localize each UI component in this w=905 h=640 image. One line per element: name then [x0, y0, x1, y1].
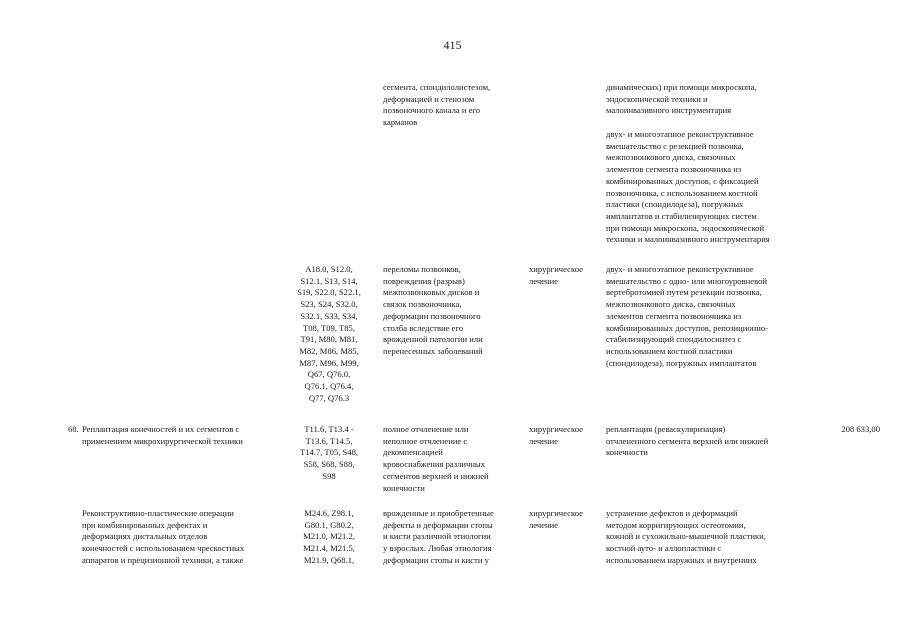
treatment-method-cell: динамических) при помощи микроскопа, эндоскопической техники и малоинвазивного инструментария	[606, 82, 757, 116]
patient-model-cell: полное отчленение или неполное отчленение с декомпенсацией кровоснабжения различных сегментов верхней и нижней конечности	[383, 424, 489, 493]
page-number: 415	[443, 38, 462, 52]
patient-model-cell: сегмента, спондилолистезом, деформацией и стенозом позвоночного канала и его карманов	[383, 82, 491, 128]
care-type-name-cell: Реплантация конечностей и их сегментов с применением микрохирургической техники	[82, 424, 243, 446]
diagnosis-codes-cell: A18.0, S12.0, S12.1, S13, S14, S19, S22.0, S22.1, S23, S24, S32.0, S32.1, S33, S34, T08, T09, T85, T91, M80, M81, M82, M86, M85, M87, M96, M99, Q67, Q76.0, Q76.1, Q76.4, Q77, Q76.3	[297, 264, 361, 403]
treatment-type-cell: хирургическое лечение	[529, 264, 583, 286]
treatment-method-cell: устранение дефектов и деформаций методом корригирующих остеотомии, кожной и сухожильно-мышечной пластики, костной ауто- и аллопластики с использованием наружных и внутренних	[606, 508, 766, 565]
treatment-method-cell: двух- и многоэтапное реконструктивное вмешательство с одно- или многоуровневой вертебротомией путем резекции позвонка, межпозвонкового диска, связочных элементов сегмента позвоночника из комбинированных доступов, репозиционно- стабилизирующий спондилосинтез с использованием костной пластики (спондилодеза), погружных имплантатов	[606, 264, 768, 368]
treatment-method-cell: двух- и многоэтапное реконструктивное вмешательство с резекцией позвонка, межпозвонкового диска, связочных элементов сегмента позвоночника из комбинированных доступов, с фиксацией позвоночника, с использованием костной пластики (спондилодеза), погружных имплантатов и стабилизирующих систем при помощи микроскопа, эндоскопической техники и малоинвазивного инструментария	[606, 129, 770, 245]
treatment-type-cell: хирургическое лечение	[529, 508, 583, 530]
row-number-cell: 68.	[68, 424, 79, 434]
diagnosis-codes-cell: M24.6, Z98.1, G80.1, G80.2, M21.0, M21.2, M21.4, M21.5, M21.9, Q68.1,	[303, 508, 355, 565]
price-cell: 208 633,00	[841, 424, 880, 434]
treatment-method-cell: реплантация (реваскуляризация) отчлененного сегмента верхней или нижней конечности	[606, 424, 769, 458]
diagnosis-codes-cell: T11.6, T13.4 - T13.6, T14.5, T14.7, T05, S48, S58, S68, S88, S98	[299, 424, 359, 481]
treatment-type-cell: хирургическое лечение	[529, 424, 583, 446]
patient-model-cell: врожденные и приобретенные дефекты и деформации стопы и кисти различной этиологии у взрослых. Любая этиология деформации стопы и кисти у	[383, 508, 494, 565]
patient-model-cell: переломы позвонков, повреждения (разрыв) межпозвонковых дисков и связок позвоночника, деформации позвоночного столба вследствие его врожденной патологии или перенесенных заболеваний	[383, 264, 483, 356]
care-type-name-cell: Реконструктивно-пластические операции при комбинированных дефектах и деформациях дистальных отделов конечностей с использованием чрескостных аппаратов и прецизионной техники, а также	[82, 508, 245, 565]
